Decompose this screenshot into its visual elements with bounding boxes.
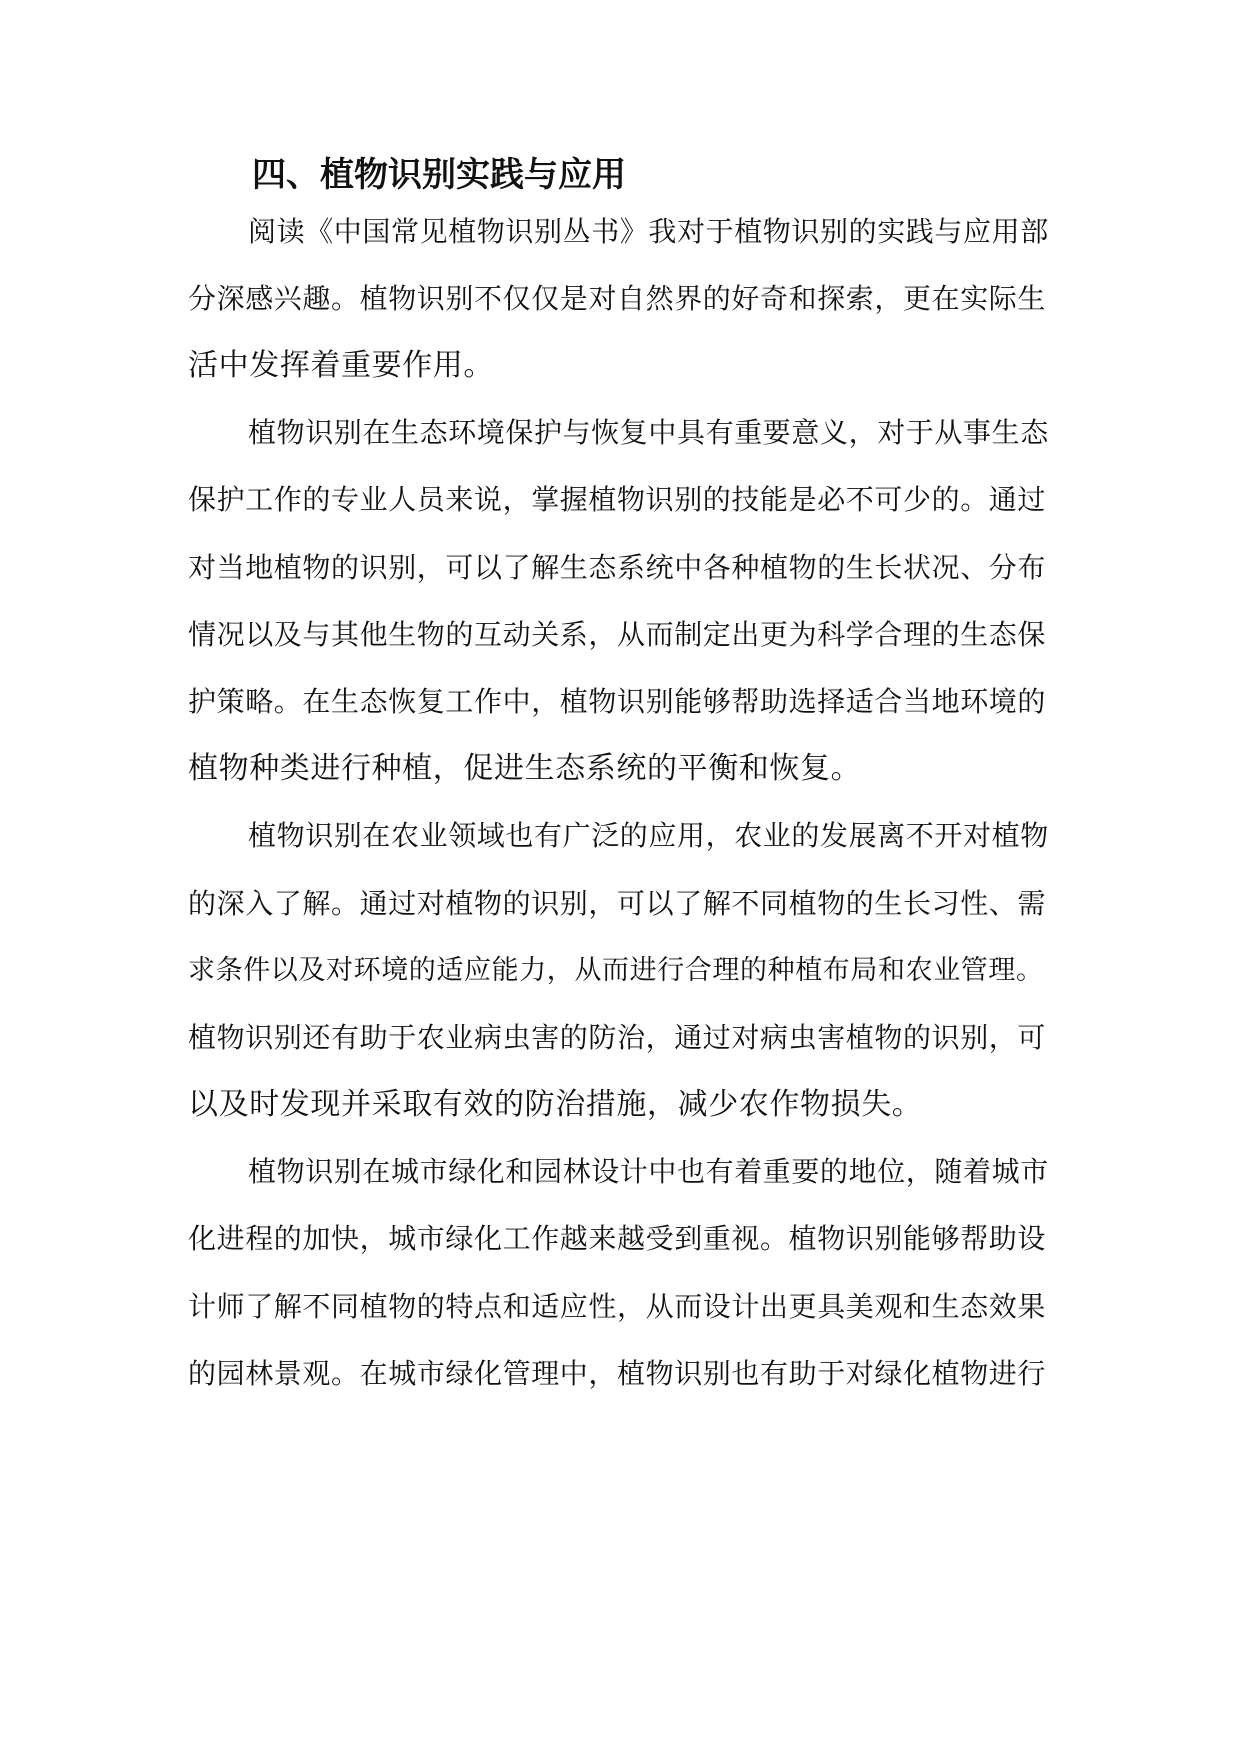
paragraph-line: 植物识别在农业领域也有广泛的应用，农业的发展离不开对植物: [248, 819, 1049, 852]
paragraph-line: 植物识别在生态环境保护与恢复中具有重要意义，对于从事生态: [248, 416, 1049, 449]
paragraph-line: 的深入了解。通过对植物的识别，可以了解不同植物的生长习性、需: [188, 887, 1047, 920]
paragraph-line: 计师了解不同植物的特点和适应性，从而设计出更具美观和生态效果: [188, 1290, 1047, 1323]
paragraph-line: 求条件以及对环境的适应能力，从而进行合理的种植布局和农业管理。: [188, 955, 1044, 986]
paragraph-line: 护策略。在生态恢复工作中，植物识别能够帮助选择适合当地环境的: [188, 685, 1047, 718]
paragraph-line: 植物识别还有助于农业病虫害的防治，通过对病虫害植物的识别，可: [188, 1021, 1047, 1054]
paragraph-line: 以及时发现并采取有效的防治措施，减少农作物损失。: [188, 1087, 923, 1122]
paragraph-line: 情况以及与其他生物的互动关系，从而制定出更为科学合理的生态保: [188, 618, 1047, 651]
paragraph-line: 植物种类进行种植，促进生态系统的平衡和恢复。: [188, 751, 862, 786]
paragraph-line: 分深感兴趣。植物识别不仅仅是对自然界的好奇和探索，更在实际生: [188, 282, 1047, 315]
paragraph-line: 对当地植物的识别，可以了解生态系统中各种植物的生长状况、分布: [188, 551, 1047, 584]
paragraph-line: 的园林景观。在城市绿化管理中，植物识别也有助于对绿化植物进行: [188, 1357, 1047, 1390]
paragraph-line: 活中发挥着重要作用。: [188, 348, 494, 383]
paragraph-line: 阅读《中国常见植物识别丛书》我对于植物识别的实践与应用部: [248, 215, 1049, 248]
paragraph-line: 植物识别在城市绿化和园林设计中也有着重要的地位，随着城市: [248, 1155, 1049, 1188]
section-heading: 四、植物识别实践与应用: [252, 155, 626, 195]
paragraph-line: 化进程的加快，城市绿化工作越来越受到重视。植物识别能够帮助设: [188, 1222, 1047, 1255]
paragraph-line: 保护工作的专业人员来说，掌握植物识别的技能是必不可少的。通过: [188, 483, 1047, 516]
